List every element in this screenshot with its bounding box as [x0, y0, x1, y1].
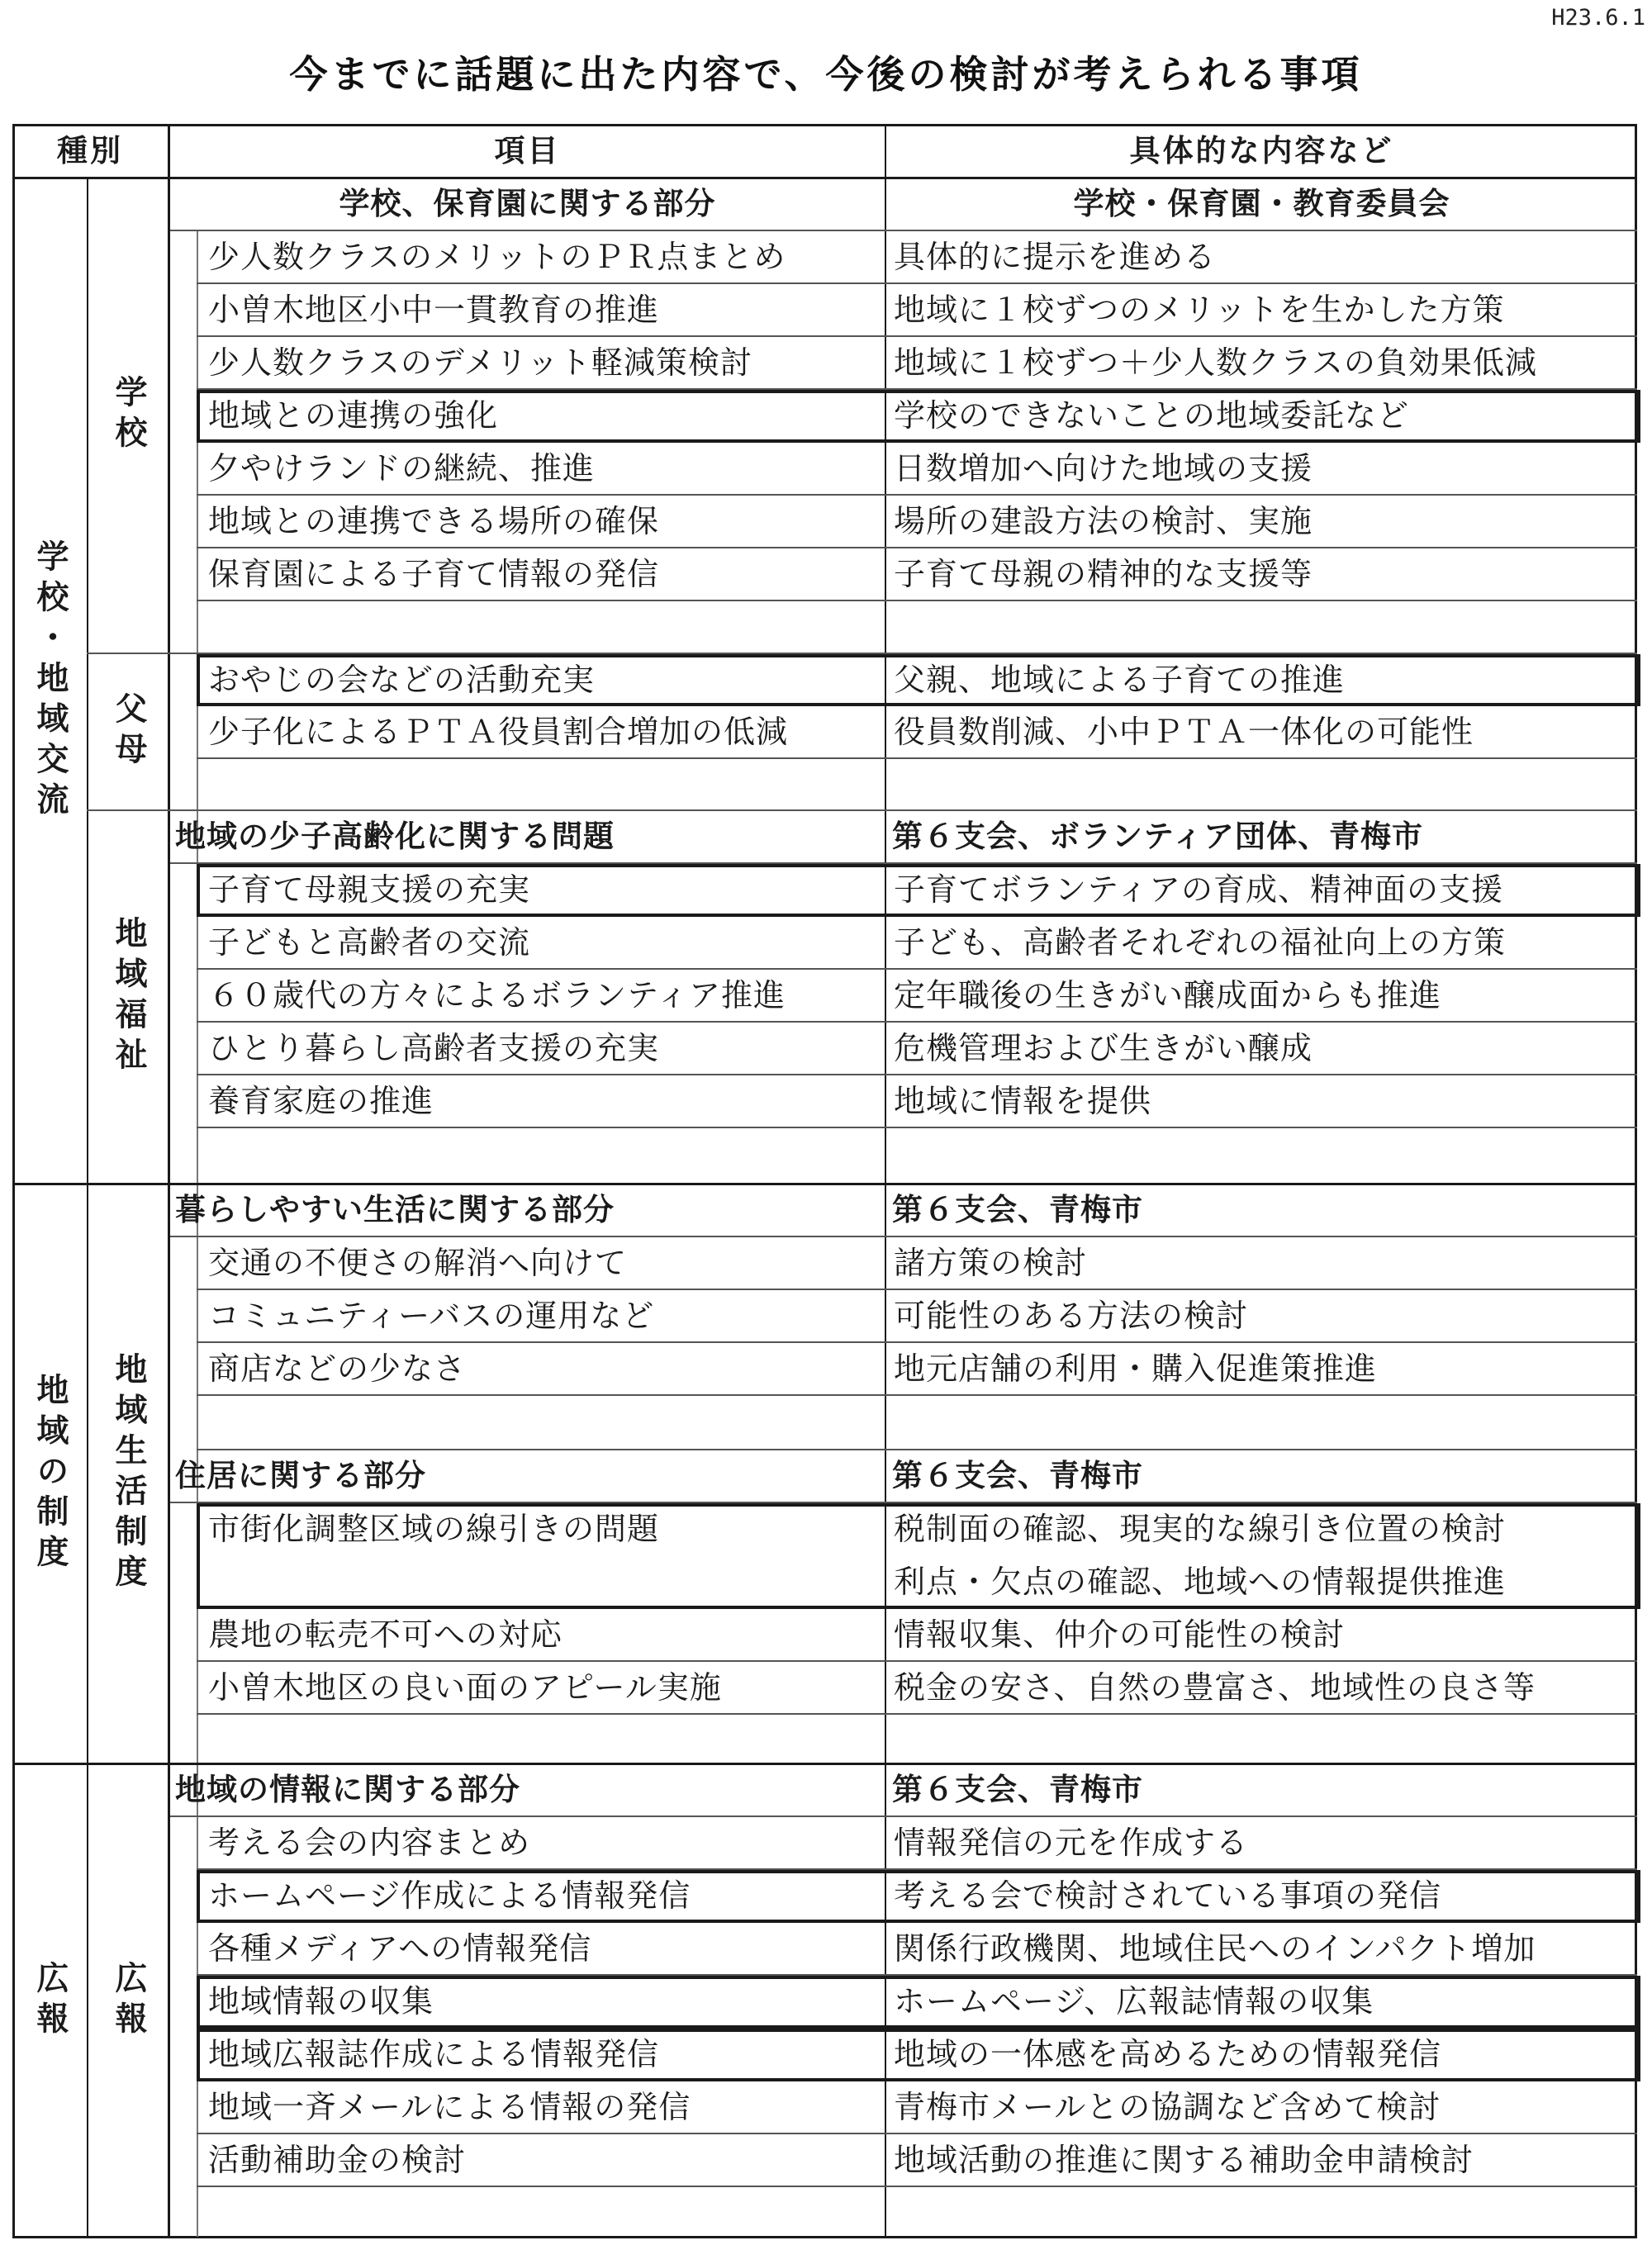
detail-text: 子育て母親の精神的な支援等 — [894, 556, 1313, 592]
highlight-box — [197, 864, 1640, 917]
item-text: 小曽木地区小中一貫教育の推進 — [208, 292, 660, 328]
item-text: コミュニティーバスの運用など — [208, 1298, 655, 1334]
item-text: 地域との連携できる場所の確保 — [208, 503, 660, 539]
section-heading-school: 学校、保育園に関する部分 — [339, 186, 716, 221]
section-heading-housing: 住居に関する部分 — [175, 1458, 426, 1493]
item-text: 少人数クラスのデメリット軽減策検討 — [208, 344, 752, 381]
detail-text: 税金の安さ、自然の豊富さ、地域性の良さ等 — [894, 1669, 1536, 1706]
highlight-box — [197, 654, 1640, 706]
item-text: 商店などの少なさ — [208, 1350, 467, 1387]
detail-text: 学校のできないことの地域委託など — [894, 397, 1410, 434]
item-text: ひとり暮らし高齢者支援の充実 — [208, 1030, 660, 1066]
item-text: 地域情報の収集 — [208, 1983, 434, 2020]
section-detail-school: 学校・保育園・教育委員会 — [1073, 186, 1450, 221]
subcategory-life-system: 地域生活制度 — [110, 1352, 147, 1595]
category-school-community: 学校・地域交流 — [31, 539, 69, 823]
row-line — [197, 1394, 1637, 1396]
detail-text: 地域に情報を提供 — [894, 1083, 1152, 1119]
item-text: 地域広報誌作成による情報発信 — [208, 2036, 660, 2072]
section-detail-living: 第６支会、青梅市 — [892, 1192, 1143, 1227]
section-detail-housing: 第６支会、青梅市 — [892, 1458, 1143, 1493]
item-text: 保育園による子育て情報の発信 — [208, 556, 660, 592]
row-line — [197, 600, 1637, 601]
item-text: 各種メディアへの情報発信 — [208, 1930, 592, 1967]
divider-category — [168, 124, 170, 2238]
detail-text: 青梅市メールとの協調など含めて検討 — [894, 2089, 1441, 2125]
document-title: 今までに話題に出た内容で、今後の検討が考えられる事項 — [289, 52, 1363, 97]
header-detail: 具体的な内容など — [1129, 133, 1394, 168]
item-text: ６０歳代の方々によるボランティア推進 — [208, 977, 786, 1013]
item-text: ホームページ作成による情報発信 — [208, 1877, 691, 1914]
category-regional-system: 地域の制度 — [31, 1372, 69, 1575]
detail-text: ホームページ、広報誌情報の収集 — [894, 1983, 1374, 2020]
row-line — [197, 1127, 1637, 1128]
detail-text: 子育てボランティアの育成、精神面の支援 — [894, 871, 1503, 908]
item-text: 考える会の内容まとめ — [208, 1825, 531, 1861]
detail-text: 税制面の確認、現実的な線引き位置の検討 — [894, 1511, 1507, 1547]
detail-text: 場所の建設方法の検討、実施 — [894, 503, 1313, 539]
subcategory-welfare: 地域福祉 — [110, 916, 147, 1078]
item-text: 地域との連携の強化 — [208, 397, 499, 434]
row-line — [197, 1713, 1637, 1715]
document-date: H23.6.1 — [1551, 5, 1645, 31]
item-text: 子どもと高齢者の交流 — [208, 924, 531, 961]
detail-text: 定年職後の生きがい醸成面からも推進 — [894, 977, 1442, 1013]
detail-text: 考える会で検討されている事項の発信 — [894, 1877, 1442, 1914]
item-text: 夕やけランドの継続、推進 — [208, 450, 596, 486]
detail-text: 諸方策の検討 — [894, 1245, 1088, 1281]
item-text: 地域一斉メールによる情報の発信 — [208, 2089, 691, 2125]
item-text: 少子化によるＰＴＡ役員割合増加の低減 — [208, 714, 789, 750]
item-text: 小曽木地区の良い面のアピール実施 — [208, 1669, 722, 1706]
item-text: 少人数クラスのメリットのＰＲ点まとめ — [208, 239, 786, 275]
row-line — [197, 2186, 1637, 2187]
detail-text: 情報収集、仲介の可能性の検討 — [894, 1616, 1346, 1653]
section-detail-welfare: 第６支会、ボランティア団体、青梅市 — [892, 819, 1424, 854]
highlight-box — [197, 2029, 1640, 2081]
item-text: 活動補助金の検討 — [208, 2142, 467, 2178]
detail-text: 具体的に提示を進める — [894, 239, 1217, 275]
section-detail-info: 第６支会、青梅市 — [892, 1772, 1143, 1807]
highlight-box — [197, 390, 1640, 443]
detail-text: 情報発信の元を作成する — [894, 1825, 1249, 1861]
detail-text: 役員数削減、小中ＰＴＡ一体化の可能性 — [894, 714, 1474, 750]
detail-text: 地域活動の推進に関する補助金申請検討 — [894, 2142, 1474, 2178]
header-category: 種別 — [57, 133, 123, 168]
highlight-box — [197, 1870, 1640, 1923]
section-heading-info: 地域の情報に関する部分 — [175, 1772, 520, 1807]
section-heading-welfare: 地域の少子高齢化に関する問題 — [175, 819, 615, 854]
row-line — [197, 757, 1637, 759]
category-publicity: 広報 — [31, 1961, 69, 2042]
item-text: おやじの会などの活動充実 — [208, 662, 596, 698]
header-item: 項目 — [494, 133, 561, 168]
section-heading-living: 暮らしやすい生活に関する部分 — [175, 1192, 615, 1227]
detail-text: 子ども、高齢者それぞれの福祉向上の方策 — [894, 924, 1507, 961]
highlight-box — [197, 1503, 1640, 1609]
subcategory-pr: 広報 — [110, 1961, 147, 2042]
detail-text: 危機管理および生きがい醸成 — [894, 1030, 1313, 1066]
detail-text: 日数増加へ向けた地域の支援 — [894, 450, 1313, 486]
detail-text: 利点・欠点の確認、地域への情報提供推進 — [894, 1564, 1507, 1600]
item-text: 交通の不便さの解消へ向けて — [208, 1245, 628, 1281]
detail-text: 可能性のある方法の検討 — [894, 1298, 1249, 1334]
subcategory-school: 学校 — [110, 375, 147, 456]
subcategory-parents: 父母 — [110, 691, 147, 772]
item-text: 市街化調整区域の線引きの問題 — [208, 1511, 660, 1547]
detail-text: 地元店舗の利用・購入促進策推進 — [894, 1350, 1378, 1387]
item-text: 養育家庭の推進 — [208, 1083, 434, 1119]
detail-text: 父親、地域による子育ての推進 — [894, 662, 1346, 698]
detail-text: 地域に１校ずつ＋少人数クラスの負効果低減 — [894, 344, 1537, 381]
detail-text: 地域に１校ずつのメリットを生かした方策 — [894, 292, 1505, 328]
highlight-box — [197, 1976, 1640, 2029]
item-text: 子育て母親支援の充実 — [208, 871, 531, 908]
detail-text: 地域の一体感を高めるための情報発信 — [894, 2036, 1442, 2072]
detail-text: 関係行政機関、地域住民へのインパクト増加 — [894, 1930, 1536, 1967]
item-text: 農地の転売不可への対応 — [208, 1616, 563, 1653]
